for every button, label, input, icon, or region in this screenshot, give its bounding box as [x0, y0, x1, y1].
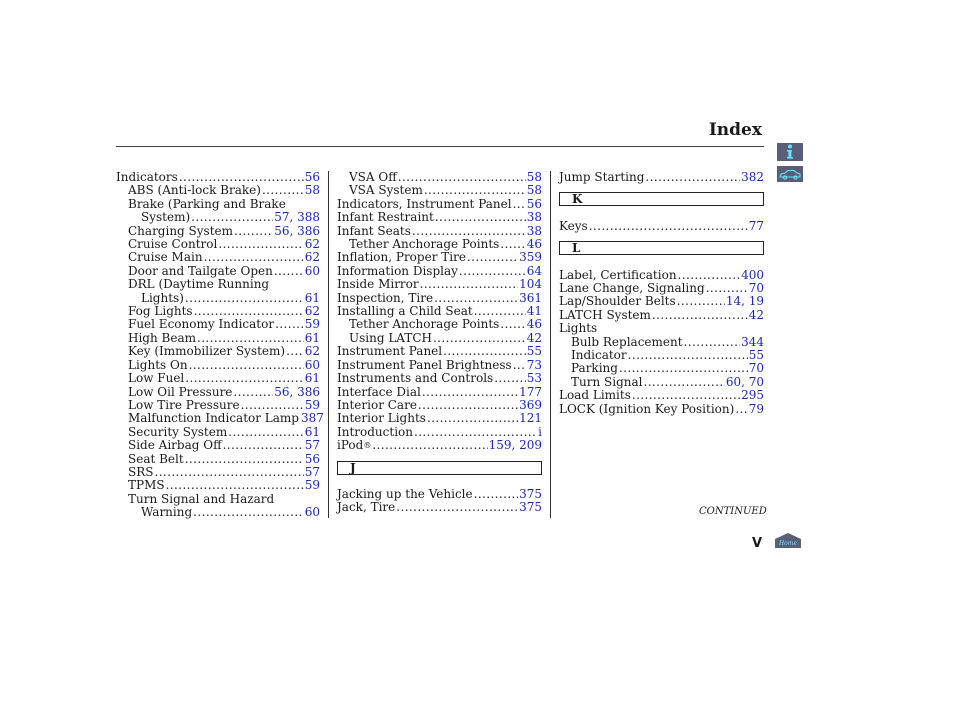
entry-label: Using LATCH [349, 330, 432, 345]
page-link[interactable]: 14, 19 [725, 294, 764, 309]
entry-label: Door and Tailgate Open [128, 263, 273, 278]
dot-leader [262, 184, 304, 197]
page-title: Index [708, 120, 762, 140]
index-entry[interactable] [116, 184, 320, 197]
page-link[interactable]: 359 [519, 250, 542, 265]
page-link[interactable]: 61 [304, 424, 320, 439]
index-entry[interactable] [116, 318, 320, 331]
entry-label: Inside Mirror [337, 277, 419, 292]
dot-leader [589, 220, 748, 233]
dot-leader [234, 225, 273, 238]
home-button[interactable] [774, 532, 802, 549]
home-icon [774, 532, 802, 549]
index-entry[interactable] [116, 345, 320, 358]
page-link[interactable]: 59 [304, 397, 320, 412]
vehicle-index-icon [778, 168, 802, 180]
entry-label: Lane Change, Signaling [559, 281, 705, 295]
index-entry[interactable] [116, 386, 320, 399]
entry-label: Indicator [571, 348, 627, 363]
dot-leader [185, 453, 304, 466]
page-link[interactable]: 59 [304, 478, 320, 493]
index-entry[interactable] [559, 362, 764, 375]
index-entry[interactable] [559, 171, 764, 184]
entry-label: Interface Dial [337, 384, 421, 399]
page-link[interactable]: 58 [526, 170, 542, 184]
dot-leader [241, 399, 304, 412]
dot-leader [233, 386, 273, 399]
index-entry[interactable] [337, 345, 542, 358]
index-entry[interactable] [116, 426, 320, 439]
index-entry[interactable] [116, 292, 320, 305]
entry-label: LOCK (Ignition Key Position) [559, 401, 735, 416]
index-heading: DRL (Daytime Running [128, 277, 270, 292]
entry-label: Turn Signal [571, 374, 643, 389]
page-link[interactable]: 58 [304, 183, 320, 198]
entry-label: Interior Lights [337, 411, 426, 426]
dot-leader [474, 305, 526, 318]
index-entry[interactable] [337, 318, 542, 331]
page-link[interactable]: 55 [526, 344, 542, 359]
index-entry[interactable] [559, 349, 764, 362]
page-link[interactable]: 57 [304, 438, 320, 453]
page-link[interactable]: 56, 386 [274, 384, 320, 399]
page-link[interactable]: 60 [304, 263, 320, 278]
dot-leader [632, 389, 740, 402]
page-link[interactable]: 62 [304, 237, 320, 252]
page-link[interactable]: 77 [748, 218, 764, 233]
dot-leader [179, 171, 304, 184]
entry-label: Tether Anchorage Points [349, 317, 500, 332]
dot-leader [474, 488, 518, 501]
dot-leader [275, 318, 304, 331]
page-link[interactable]: 60 [304, 505, 320, 520]
index-entry[interactable] [337, 426, 542, 439]
index-entry[interactable] [337, 372, 542, 385]
index-entry[interactable] [559, 309, 764, 322]
entry-label: Lights) [141, 290, 184, 305]
index-entry[interactable] [337, 332, 542, 345]
index-entry[interactable] [337, 265, 542, 278]
entry-label: Lap/Shoulder Belts [559, 294, 676, 309]
page-link[interactable]: 369 [519, 397, 542, 412]
dot-leader [189, 359, 304, 372]
page-link[interactable]: 53 [526, 371, 542, 386]
index-column-2 [337, 171, 542, 515]
dot-leader [513, 359, 526, 372]
index-entry[interactable] [116, 305, 320, 318]
page-link[interactable]: 38 [526, 223, 542, 238]
index-entry[interactable] [337, 278, 542, 291]
index-heading: Brake (Parking and Brake [128, 196, 286, 211]
index-entry[interactable] [337, 225, 542, 238]
entry-label: Malfunction Indicator Lamp [128, 411, 299, 426]
entry-label: Fog Lights [128, 304, 193, 319]
info-button[interactable] [777, 143, 803, 161]
entry-label: Instrument Panel Brightness [337, 357, 512, 372]
dot-leader [418, 399, 518, 412]
index-heading: Lights [559, 321, 598, 336]
vehicle-index-button[interactable] [777, 166, 803, 182]
entry-label: TPMS [128, 478, 165, 493]
dot-leader [197, 332, 304, 345]
entry-label: Introduction [337, 424, 413, 439]
index-entry[interactable] [559, 403, 764, 416]
page-link[interactable]: 400 [741, 267, 764, 282]
page-link[interactable]: 79 [748, 401, 764, 416]
page-link[interactable]: 61 [304, 330, 320, 345]
entry-label: Label, Certification [559, 267, 677, 282]
page-link[interactable]: 64 [526, 263, 542, 278]
entry-label: Cruise Control [128, 237, 218, 252]
column-divider-2 [550, 171, 551, 518]
entry-label: Bulb Replacement [571, 334, 683, 349]
index-entry[interactable] [337, 399, 542, 412]
entry-label: ABS (Anti-lock Brake) [128, 183, 261, 198]
index-entry[interactable] [559, 336, 764, 349]
page-link[interactable]: 46 [526, 237, 542, 252]
dot-leader [706, 282, 748, 295]
index-entry[interactable] [116, 211, 320, 224]
dot-leader [435, 211, 526, 224]
dot-leader [396, 501, 518, 514]
page-link[interactable]: 375 [519, 500, 542, 515]
page-link[interactable]: 61 [304, 290, 320, 305]
index-entry[interactable] [116, 466, 320, 479]
index-entry[interactable] [337, 251, 542, 264]
page-link[interactable]: 56 [304, 451, 320, 466]
page-link[interactable]: 382 [741, 170, 764, 184]
column-divider-1 [328, 171, 329, 518]
index-entry[interactable] [337, 439, 542, 452]
index-column-1 [116, 170, 324, 520]
index-entry[interactable] [116, 372, 320, 385]
index-entry[interactable] [116, 251, 320, 264]
page-link[interactable]: 387 [300, 411, 324, 426]
page-link[interactable]: 73 [526, 357, 542, 372]
dot-leader [218, 238, 303, 251]
dot-leader [513, 198, 526, 211]
entry-label: Keys [559, 218, 588, 233]
index-entry[interactable] [559, 295, 764, 308]
dot-leader [194, 305, 304, 318]
page-link[interactable]: 62 [304, 344, 320, 359]
page-link[interactable]: 57, 388 [274, 210, 320, 225]
entry-label: Inspection, Tire [337, 290, 434, 305]
page-link[interactable]: 70 [748, 281, 764, 295]
dot-leader [500, 238, 525, 251]
page-link[interactable]: 62 [304, 250, 320, 265]
page-link[interactable]: 375 [519, 486, 542, 501]
entry-label: LATCH System [559, 307, 651, 322]
dot-leader [443, 345, 526, 358]
page-link[interactable]: 38 [526, 210, 542, 225]
page-link[interactable]: 70 [748, 361, 764, 376]
entry-label: Security System [128, 424, 228, 439]
entry-label: SRS [128, 464, 154, 479]
dot-leader [434, 292, 518, 305]
index-entry[interactable] [337, 412, 542, 425]
dot-leader [619, 362, 748, 375]
continued-note: CONTINUED [699, 506, 767, 517]
page-link[interactable]: 61 [304, 371, 320, 386]
entry-label: VSA System [349, 183, 423, 198]
page-link[interactable]: 177 [519, 384, 542, 399]
entry-label: Low Tire Pressure [128, 397, 240, 412]
index-entry[interactable] [116, 506, 320, 519]
entry-label: Load Limits [559, 388, 631, 403]
entry-label: Cruise Main [128, 250, 203, 265]
page-link[interactable]: 57 [304, 464, 320, 479]
entry-label: Lights On [128, 357, 188, 372]
dot-leader [628, 349, 748, 362]
dot-leader [652, 309, 748, 322]
dot-leader [191, 211, 273, 224]
entry-label: Infant Restraint [337, 210, 434, 225]
page-link[interactable]: 41 [526, 304, 542, 319]
dot-leader [193, 506, 304, 519]
entry-label: Inflation, Proper Tire [337, 250, 466, 265]
dot-leader [204, 251, 304, 264]
entry-label: Instrument Panel [337, 344, 443, 359]
registered-mark: ® [363, 441, 372, 451]
dot-leader [427, 412, 518, 425]
dot-leader [223, 439, 304, 452]
dot-leader [459, 265, 526, 278]
home-label: Home [778, 540, 798, 547]
index-entry[interactable] [337, 488, 542, 501]
page-link[interactable]: 55 [748, 348, 764, 363]
page-link[interactable]: i [538, 424, 542, 439]
entry-label: Infant Seats [337, 223, 411, 238]
index-entry[interactable] [337, 386, 542, 399]
page-link[interactable]: 56, 386 [274, 223, 320, 238]
dot-leader [678, 269, 741, 282]
index-entry[interactable] [337, 171, 542, 184]
section-letter-k: K [559, 192, 764, 206]
section-letter-l: L [559, 241, 764, 255]
index-entry[interactable] [559, 269, 764, 282]
index-entry[interactable] [116, 453, 320, 466]
page-number: V [752, 536, 763, 551]
page-link[interactable]: 46 [526, 317, 542, 332]
dot-leader [643, 376, 724, 389]
dot-leader [684, 336, 741, 349]
index-entry[interactable] [116, 479, 320, 492]
dot-leader [154, 466, 303, 479]
dot-leader [185, 372, 303, 385]
entry-label: Information Display [337, 263, 458, 278]
entry-label: Key (Immobilizer System) [128, 344, 286, 359]
info-icon [785, 144, 795, 160]
index-entry[interactable] [337, 211, 542, 224]
header-rule [116, 146, 764, 147]
entry-label: Indicators, Instrument Panel [337, 196, 512, 211]
entry-label: Low Oil Pressure [128, 384, 233, 399]
page-link[interactable]: 42 [526, 330, 542, 345]
page-link[interactable]: 42 [748, 307, 764, 322]
dot-leader [274, 265, 304, 278]
dot-leader [424, 184, 526, 197]
dot-leader [494, 372, 526, 385]
index-entry[interactable] [116, 439, 320, 452]
index-entry[interactable] [337, 359, 542, 372]
page-link[interactable]: 58 [526, 183, 542, 198]
page-link[interactable]: 56 [304, 170, 320, 184]
entry-label: Tether Anchorage Points [349, 237, 500, 252]
index-entry[interactable] [559, 376, 764, 389]
index-entry[interactable] [116, 225, 320, 238]
entry-label: Installing a Child Seat [337, 304, 473, 319]
page-link[interactable]: 60, 70 [725, 374, 764, 389]
index-entry[interactable] [116, 238, 320, 251]
dot-leader [422, 386, 518, 399]
entry-label: Warning [141, 505, 193, 520]
index-entry[interactable] [116, 411, 324, 426]
entry-label: VSA Off [349, 170, 397, 184]
page-link[interactable]: 60 [304, 357, 320, 372]
index-heading: Turn Signal and Hazard [128, 491, 275, 506]
entry-label: Fuel Economy Indicator [128, 317, 275, 332]
index-entry[interactable] [337, 198, 542, 211]
page-link[interactable]: 56 [526, 196, 542, 211]
dot-leader [414, 426, 537, 439]
dot-leader [433, 332, 526, 345]
entry-label: Jacking up the Vehicle [337, 486, 473, 501]
index-entry[interactable] [116, 399, 320, 412]
page-link[interactable]: 159, 209 [488, 438, 542, 453]
index-entry[interactable] [116, 265, 320, 278]
page-link[interactable]: 62 [304, 304, 320, 319]
dot-leader [185, 292, 304, 305]
section-letter-j: J [337, 461, 542, 475]
index-entry[interactable] [337, 501, 542, 514]
entry-label: Interior Care [337, 397, 417, 412]
entry-label: Side Airbag Off [128, 438, 222, 453]
dot-leader [166, 479, 304, 492]
entry-label: System) [141, 210, 191, 225]
entry-label: Parking [571, 361, 618, 376]
dot-leader [467, 251, 518, 264]
index-entry[interactable] [337, 184, 542, 197]
entry-label: Indicators [116, 170, 178, 184]
index-entry[interactable] [337, 305, 542, 318]
index-entry[interactable] [559, 220, 764, 233]
entry-label: Jump Starting [559, 170, 645, 184]
dot-leader [735, 403, 747, 416]
page-link[interactable]: 361 [519, 290, 542, 305]
index-entry[interactable] [116, 332, 320, 345]
dot-leader [500, 318, 525, 331]
dot-leader [645, 171, 740, 184]
page-link[interactable]: 295 [741, 388, 764, 403]
index-entry[interactable] [559, 282, 764, 295]
dot-leader [420, 278, 518, 291]
dot-leader [412, 225, 526, 238]
entry-label: Instruments and Controls [337, 371, 494, 386]
page-link[interactable]: 121 [519, 411, 542, 426]
index-entry[interactable] [116, 171, 320, 184]
page-link[interactable]: 344 [741, 334, 764, 349]
entry-label: High Beam [128, 330, 196, 345]
page-link[interactable]: 104 [519, 277, 542, 292]
index-entry[interactable] [559, 389, 764, 402]
entry-label: Jack, Tire [337, 500, 396, 515]
entry-label: iPod [337, 438, 364, 453]
dot-leader [372, 439, 487, 452]
entry-label: Seat Belt [128, 451, 184, 466]
entry-label: Low Fuel [128, 371, 185, 386]
index-column-3 [559, 171, 764, 416]
entry-label: Charging System [128, 223, 234, 238]
dot-leader [228, 426, 303, 439]
dot-leader [286, 345, 304, 358]
index-entry[interactable] [337, 292, 542, 305]
page-link[interactable]: 59 [304, 317, 320, 332]
dot-leader [398, 171, 526, 184]
index-entry[interactable] [116, 359, 320, 372]
dot-leader [677, 295, 725, 308]
index-entry[interactable] [337, 238, 542, 251]
